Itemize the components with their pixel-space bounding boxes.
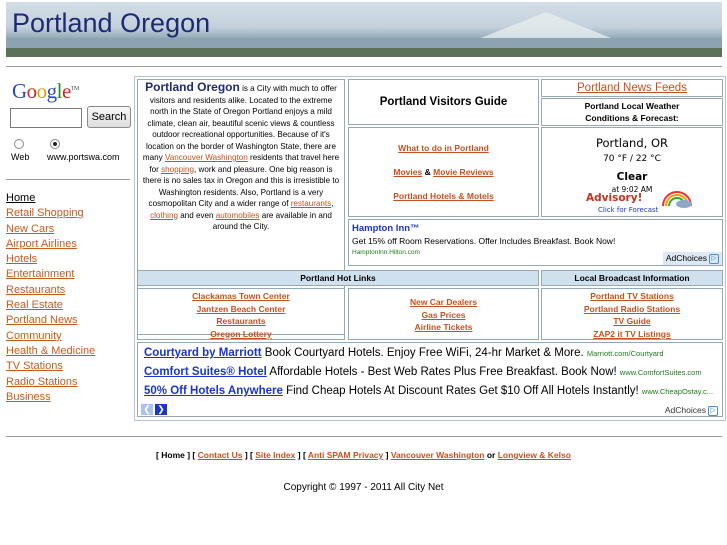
link-vancouver-washington[interactable]: Vancouver Washington	[164, 153, 248, 162]
hampton-url[interactable]: HamptonInn.Hilton.com	[352, 249, 420, 256]
sidebar-divider	[6, 179, 130, 180]
weather-advisory[interactable]: Advisory!	[586, 192, 643, 204]
weather-forecast-link[interactable]: Click for Forecast	[598, 206, 659, 214]
ad-url[interactable]: www.ComfortSuites.com	[619, 368, 702, 377]
footer-home: Home	[161, 450, 185, 460]
adchoices-icon: ▷	[709, 254, 719, 264]
hot-links-col2	[348, 288, 539, 340]
link-hotels-motels[interactable]: Portland Hotels & Motels	[393, 191, 494, 201]
nav-item-retail-shopping[interactable]: Retail Shopping	[6, 207, 84, 220]
weather-condition: Clear	[616, 171, 648, 183]
nav-item-home[interactable]: Home	[6, 192, 36, 204]
link-movies[interactable]: Movies	[393, 167, 423, 177]
footer-contact[interactable]: Contact Us	[197, 450, 243, 460]
footer-longview[interactable]: Longview & Kelso	[497, 450, 571, 460]
footer-links: [ Home ] [ Contact Us ] [ Site Index ] [ Anti SPAM Privacy ] Vancouver Washington or Longview & Kelso	[156, 450, 571, 460]
link-tv-stations[interactable]: Portland TV Stations	[590, 291, 674, 301]
ads-next-button[interactable]: ❯	[155, 404, 167, 415]
nav-item-restaurants[interactable]: Restaurants	[6, 283, 66, 296]
movies-line: Movies & Movie Reviews	[393, 167, 494, 177]
search-button[interactable]: Search	[87, 106, 131, 128]
weather-temp: 70 °F / 22 °C	[603, 154, 661, 164]
site-title: Portland Oregon	[12, 8, 211, 38]
footer-vancouver[interactable]: Vancouver Washington	[390, 450, 485, 460]
link-news-feeds[interactable]: Portland News Feeds	[577, 82, 687, 94]
link-restaurants-hot[interactable]: Restaurants	[216, 316, 266, 326]
link-radio-stations[interactable]: Portland Radio Stations	[583, 303, 681, 314]
ad-title[interactable]: Courtyard by Marriott	[144, 347, 262, 359]
weather-city: Portland, OR	[596, 136, 668, 150]
weather-time: at 9:02 AM	[611, 185, 653, 194]
google-logo: Google™	[12, 79, 79, 103]
rainbow-cloud-icon	[660, 188, 694, 208]
link-airline-tickets[interactable]: Airline Tickets	[414, 322, 473, 332]
hampton-text: Get 15% off Room Reservations. Offer Includes Breakfast. Book Now!	[352, 236, 616, 246]
nav-item-hotels[interactable]: Hotels	[6, 253, 38, 266]
header-divider	[6, 66, 722, 67]
ad-url[interactable]: Marriott.com/Courtyard	[586, 349, 664, 358]
footer-site-index[interactable]: Site Index	[255, 450, 296, 460]
hampton-adchoices[interactable]: AdChoices ▷	[663, 252, 722, 265]
radio-site-label: www.portswa.com	[47, 152, 120, 162]
ad-url[interactable]: www.CheapOstay.c...	[641, 387, 714, 396]
link-gas-prices[interactable]: Gas Prices	[421, 309, 466, 320]
link-what-to-do[interactable]: What to do in Portland	[398, 143, 489, 153]
nav-item-business[interactable]: Business	[6, 390, 51, 403]
link-restaurants[interactable]: restaurants	[290, 199, 332, 208]
nav-item-tv-stations[interactable]: TV Stations	[6, 360, 63, 373]
hampton-title[interactable]: Hampton Inn™	[352, 223, 420, 234]
ads-prev-button[interactable]: ❮	[141, 404, 153, 415]
link-clothing[interactable]: clothing	[150, 210, 178, 220]
link-new-car-dealers[interactable]: New Car Dealers	[409, 297, 478, 307]
ad-title[interactable]: 50% Off Hotels Anywhere	[144, 385, 283, 397]
weather-title: Portland Local Weather Conditions & Forecast:	[541, 98, 723, 126]
banner-mountain	[476, 12, 616, 40]
radio-site[interactable]	[50, 139, 60, 149]
search-input[interactable]	[10, 108, 82, 128]
nav-item-community[interactable]: Community	[6, 329, 62, 342]
link-oregon-lottery[interactable]: Oregon Lottery	[210, 328, 272, 339]
nav-item-airport-airlines[interactable]: Airport Airlines	[6, 237, 77, 250]
news-feeds-cell	[541, 79, 723, 97]
broadcast-header: Local Broadcast Information	[541, 270, 723, 286]
hot-links-header: Portland Hot Links	[137, 270, 539, 286]
footer-privacy[interactable]: Anti SPAM Privacy	[307, 450, 384, 460]
guide-links	[348, 127, 539, 217]
intro-lead: Portland Oregon	[145, 80, 240, 94]
link-tv-guide[interactable]: TV Guide	[613, 316, 651, 326]
link-shopping[interactable]: shopping	[161, 164, 194, 174]
header-banner	[6, 2, 722, 57]
visitors-guide-heading: Portland Visitors Guide	[348, 79, 539, 125]
nav-item-health-medicine[interactable]: Health & Medicine	[6, 344, 96, 357]
banner-shore	[6, 48, 722, 57]
link-zap2it[interactable]: ZAP2 it TV Listings	[593, 328, 671, 339]
hot-links-col1	[137, 288, 345, 340]
nav-item-portland-news[interactable]: Portland News	[6, 314, 78, 327]
ad-title[interactable]: Comfort Suites® Hotel	[144, 366, 267, 378]
copyright: Copyright © 1997 - 2011 All City Net	[283, 482, 444, 493]
ads-adchoices[interactable]: AdChoices ▷	[665, 405, 718, 416]
nav-item-radio-stations[interactable]: Radio Stations	[6, 375, 78, 388]
adchoices-icon: ▷	[708, 406, 718, 416]
nav-item-entertainment[interactable]: Entertainment	[6, 268, 75, 281]
broadcast-col	[541, 288, 723, 340]
ad-row: Comfort Suites® Hotel Affordable Hotels - Best Web Rates Plus Free Breakfast. Book Now! www.ComfortSuites.com	[144, 366, 702, 378]
nav-item-real-estate[interactable]: Real Estate	[6, 299, 63, 312]
ad-row: 50% Off Hotels Anywhere Find Cheap Hotels At Discount Rates Get $10 Off All Hotels Instantly! www.CheapOstay.c...	[144, 385, 714, 397]
intro-text: Portland Oregon is a City with much to offer visitors and residents alike. Located to the extreme north in the State of Oregon Portland enjoys a mild climate, clean air, beautiful scenic views & countless outdoor recreational opportunities. Because of it's location on the border of Washington State, there are many Vancouver Washington residents that travel here for shopping, work and pleasure. One big reason is there is no sales tax in Oregon and this is irresistible to Washington residents. Also, Portland is a very cosmopolitan City and a wider range of restaurants, clothing and even automobiles are available in and around the City.	[137, 79, 345, 335]
link-automobiles[interactable]: automobiles	[215, 210, 260, 220]
weather-widget[interactable]	[541, 127, 723, 217]
text-ads	[137, 342, 723, 417]
hampton-ad[interactable]	[348, 219, 723, 266]
nav-item-new-cars[interactable]: New Cars	[6, 222, 55, 235]
link-clackamas[interactable]: Clackamas Town Center	[192, 291, 290, 301]
link-jantzen[interactable]: Jantzen Beach Center	[196, 303, 286, 314]
sidebar-nav	[6, 191, 131, 405]
ad-row: Courtyard by Marriott Book Courtyard Hotels. Enjoy Free WiFi, 24-hr Market & More. Marriott.com/Courtyard	[144, 347, 664, 359]
radio-web-label: Web	[11, 152, 30, 162]
radio-web[interactable]	[14, 139, 24, 149]
footer-divider	[6, 436, 722, 437]
link-movie-reviews[interactable]: Movie Reviews	[433, 167, 494, 177]
